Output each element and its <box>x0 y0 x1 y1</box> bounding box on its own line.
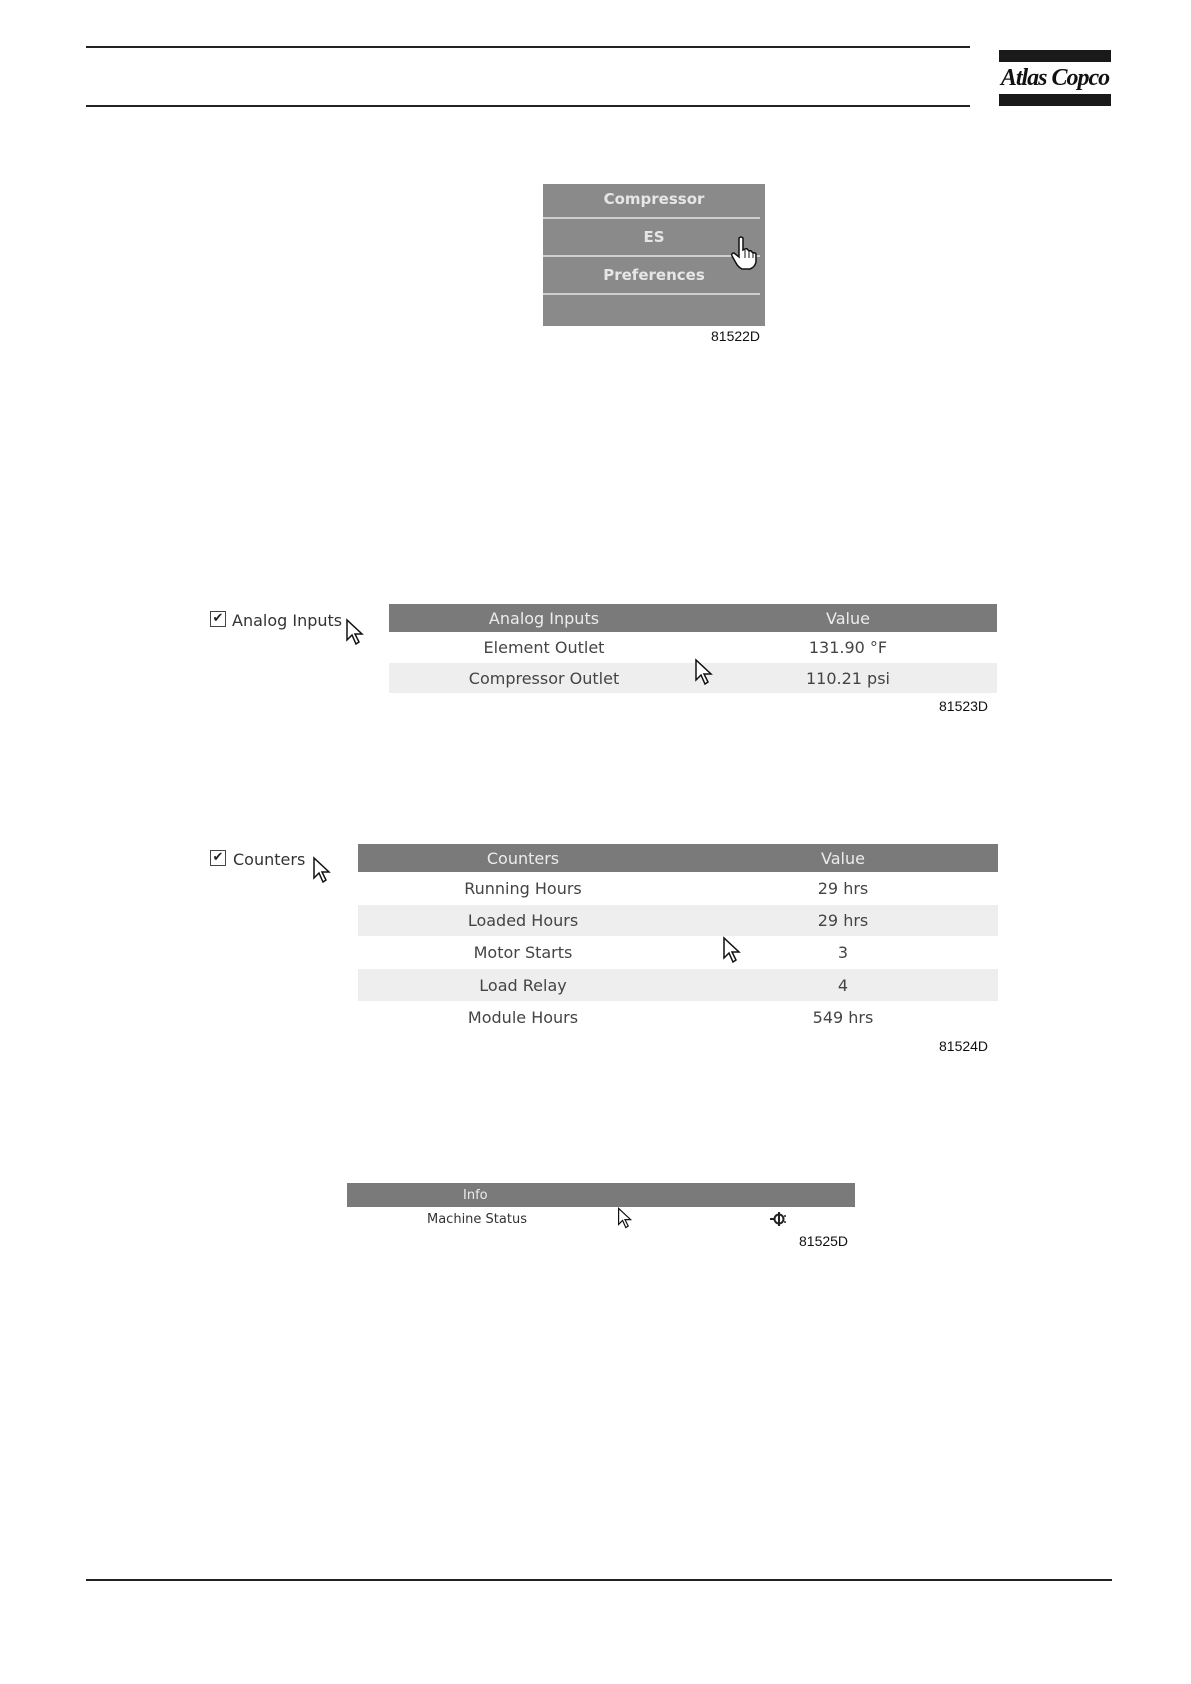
arrow-cursor-icon <box>722 936 742 964</box>
row-label: Module Hours <box>467 1008 579 1027</box>
column-header-counters: Counters <box>358 844 688 872</box>
row-label: Motor Starts <box>473 943 573 962</box>
analog-inputs-checkbox-label: Analog Inputs <box>232 611 343 630</box>
row-value: 3 <box>837 943 849 962</box>
column-header-info: Info <box>347 1183 607 1207</box>
figure-code: 81522D <box>711 328 761 344</box>
row-value: 110.21 psi <box>699 663 997 693</box>
row-value: 131.90 °F <box>808 638 888 657</box>
counters-checkbox[interactable]: ✔ <box>210 850 226 866</box>
row-label: Element Outlet <box>483 638 605 657</box>
table-row <box>358 969 998 1001</box>
row-label: Loaded Hours <box>358 905 688 936</box>
analog-inputs-table <box>389 604 997 693</box>
row-value: 29 hrs <box>688 905 998 936</box>
row-label: Compressor Outlet <box>389 663 699 693</box>
table-row <box>389 663 997 693</box>
hand-pointer-icon <box>730 236 758 270</box>
table-row <box>358 936 998 969</box>
counters-checkbox-label: Counters <box>233 850 306 869</box>
status-cell <box>607 1207 855 1231</box>
table-row <box>358 1001 998 1034</box>
figure-code: 81525D <box>799 1233 849 1249</box>
menu-item-preferences[interactable]: Preferences <box>603 266 705 284</box>
column-header-value: Value <box>688 844 998 872</box>
table-row <box>358 872 998 905</box>
table-row <box>347 1207 855 1231</box>
menu-item-es[interactable]: ES <box>643 228 665 246</box>
atlas-copco-logo: Atlas Copco <box>999 50 1111 106</box>
header-bottom-rule <box>86 105 970 107</box>
row-value: 29 hrs <box>817 879 869 898</box>
analog-inputs-checkbox[interactable]: ✔ <box>210 611 226 627</box>
counters-table <box>358 844 998 1034</box>
header-top-rule <box>86 46 970 48</box>
arrow-cursor-icon <box>617 1206 633 1230</box>
column-header-analog-inputs: Analog Inputs <box>389 604 699 632</box>
row-value: 549 hrs <box>812 1008 874 1027</box>
row-value: 4 <box>688 969 998 1001</box>
column-header-value: Value <box>699 604 997 632</box>
arrow-cursor-icon <box>694 658 714 686</box>
info-table <box>347 1183 855 1231</box>
arrow-cursor-icon <box>312 856 332 884</box>
row-label: Running Hours <box>464 879 582 898</box>
figure-code: 81524D <box>939 1038 989 1054</box>
footer-rule <box>86 1579 1112 1581</box>
row-label: Load Relay <box>358 969 688 1001</box>
menu-item-compressor[interactable]: Compressor <box>603 190 705 208</box>
table-row <box>389 632 997 663</box>
arrow-cursor-icon <box>345 618 365 646</box>
row-label: Machine Status <box>427 1211 527 1227</box>
plug-icon <box>769 1210 787 1228</box>
figure-code: 81523D <box>939 698 989 714</box>
table-row <box>358 905 998 936</box>
